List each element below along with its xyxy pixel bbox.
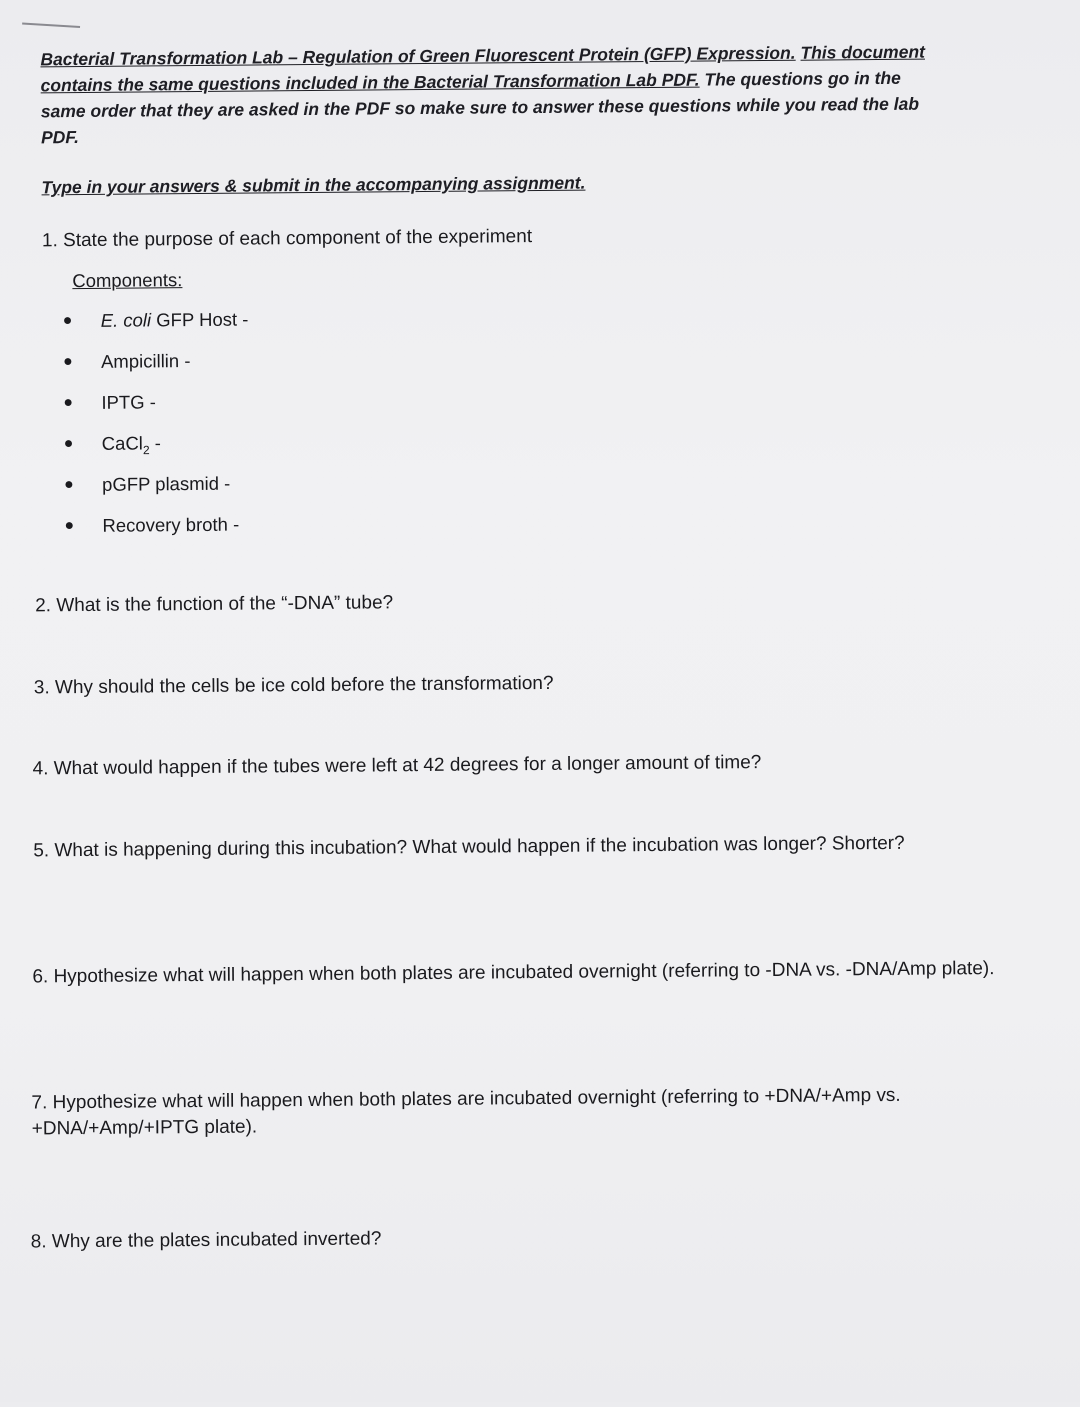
component-label: pGFP plasmid -: [102, 471, 230, 498]
bullet-icon: ●: [64, 472, 102, 498]
component-label: Ampicillin -: [101, 348, 191, 375]
component-label: CaCl$_2$ -: [102, 430, 161, 463]
bullet-icon: ●: [64, 513, 102, 539]
component-item-ecoli: [63, 307, 249, 350]
question-5: 5. What is happening during this incubation? What would happen if the incubation was longer? Shorter?: [33, 831, 905, 865]
question-6: 6. Hypothesize what will happen when both plates are incubated overnight (referring to -DNA vs. -DNA/Amp plate).: [32, 956, 1042, 991]
component-label: Recovery broth -: [102, 512, 239, 539]
components-label: Components:: [72, 269, 182, 292]
component-item-cacl2: [64, 430, 250, 473]
component-item-iptg: [63, 389, 249, 432]
question-3: 3. Why should the cells be ice cold before the transformation?: [34, 671, 554, 702]
instruction-text: Type in your answers & submit in the accompanying assignment.: [41, 173, 585, 199]
question-4: 4. What would happen if the tubes were left at 42 degrees for a longer amount of time?: [32, 750, 761, 782]
component-label: IPTG -: [101, 389, 156, 415]
question-1: 1. State the purpose of each component of the experiment: [42, 224, 532, 254]
component-label: E. coli GFP Host -: [101, 307, 249, 334]
intro-text-1: This document: [800, 42, 925, 63]
header-line-4: PDF.: [41, 116, 989, 150]
bullet-icon: ●: [64, 431, 102, 457]
bullet-icon: ●: [63, 308, 101, 334]
pen-mark: [22, 22, 80, 28]
intro-text-2: contains the same questions included in the Bacterial Transformation Lab PDF.: [41, 70, 700, 96]
intro-text-2b: The questions go in the: [704, 68, 901, 90]
bullet-icon: ●: [63, 390, 101, 416]
question-7: 7. Hypothesize what will happen when both plates are incubated overnight (referring to +DNA/+Amp vs. +DNA/+Amp/+IPTG plate).: [31, 1082, 1041, 1143]
lab-title: Bacterial Transformation Lab – Regulation of Green Fluorescent Protein (GFP) Expression.: [40, 43, 795, 70]
components-list: [63, 307, 251, 555]
component-item-pgfp: [64, 471, 250, 514]
bullet-icon: ●: [63, 349, 101, 375]
question-8: 8. Why are the plates incubated inverted?: [31, 1226, 382, 1255]
document-header: [40, 38, 989, 150]
component-item-recovery-broth: [64, 512, 250, 555]
question-2: 2. What is the function of the “-DNA” tube?: [35, 590, 393, 619]
header-line-3: same order that they are asked in the PDF so make sure to answer these questions while you read the lab: [41, 90, 989, 124]
component-item-ampicillin: [63, 348, 249, 391]
